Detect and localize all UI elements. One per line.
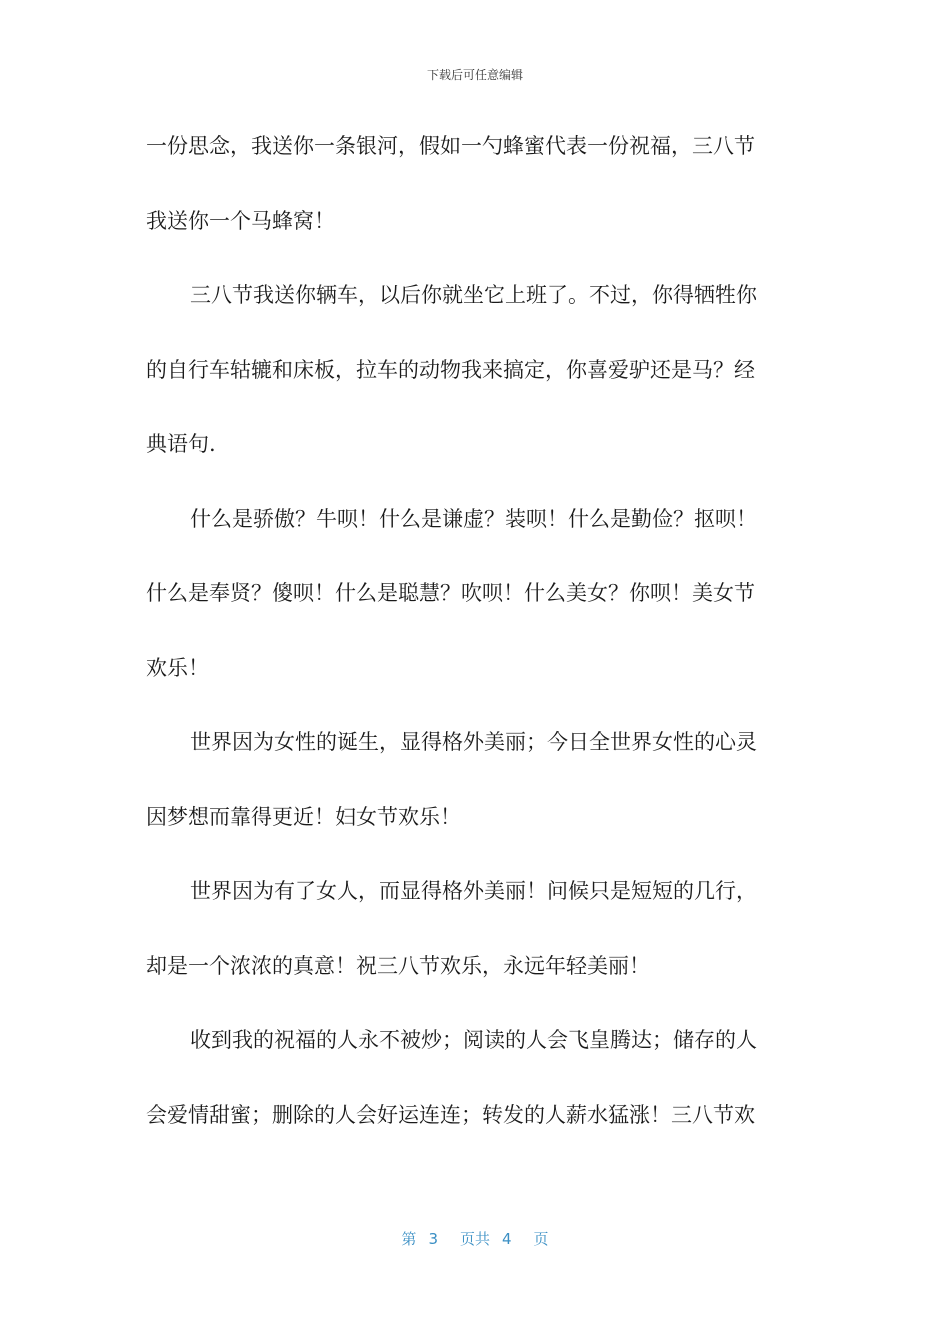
footer-current-page: 3 <box>428 1230 438 1248</box>
footer-middle: 页共 <box>459 1230 490 1248</box>
text-line: 会爱情甜蜜；删除的人会好运连连；转发的人薪水猛涨！三八节欢 <box>146 1102 755 1127</box>
paragraph-start-line: 什么是骄傲？牛呗！什么是谦虚？装呗！什么是勤俭？抠呗！ <box>190 506 757 531</box>
page-header: 下载后可任意编辑 <box>426 68 523 82</box>
text-line: 欢乐！ <box>146 655 209 680</box>
footer-total-pages: 4 <box>502 1230 512 1248</box>
paragraph-start-line: 收到我的祝福的人永不被炒；阅读的人会飞皇腾达；储存的人 <box>190 1028 757 1052</box>
text-line: 的自行车轱辘和床板，拉车的动物我来搞定，你喜爱驴还是马？经 <box>146 357 755 382</box>
footer-prefix: 第 <box>401 1230 417 1248</box>
text-line: 却是一个浓浓的真意！祝三八节欢乐，永远年轻美丽！ <box>146 953 650 978</box>
text-line: 什么是奉贤？傻呗！什么是聪慧？吹呗！什么美女？你呗！美女节 <box>146 581 755 605</box>
text-line: 一份思念，我送你一条银河，假如一勺蜂蜜代表一份祝福，三八节 <box>146 134 755 158</box>
text-line: 因梦想而靠得更近！妇女节欢乐！ <box>146 804 461 829</box>
document-body <box>146 124 806 1167</box>
text-line: 我送你一个马蜂窝！ <box>146 208 335 233</box>
footer-suffix: 页 <box>533 1230 549 1248</box>
page-footer <box>0 1228 950 1249</box>
paragraph-start-line: 三八节我送你辆车，以后你就坐它上班了。不过，你得牺牲你 <box>190 283 757 307</box>
paragraph-start-line: 世界因为女性的诞生，显得格外美丽；今日全世界女性的心灵 <box>190 730 757 754</box>
text-line: 典语句. <box>146 432 216 456</box>
paragraph-start-line: 世界因为有了女人，而显得格外美丽！问候只是短短的几行， <box>190 879 757 903</box>
